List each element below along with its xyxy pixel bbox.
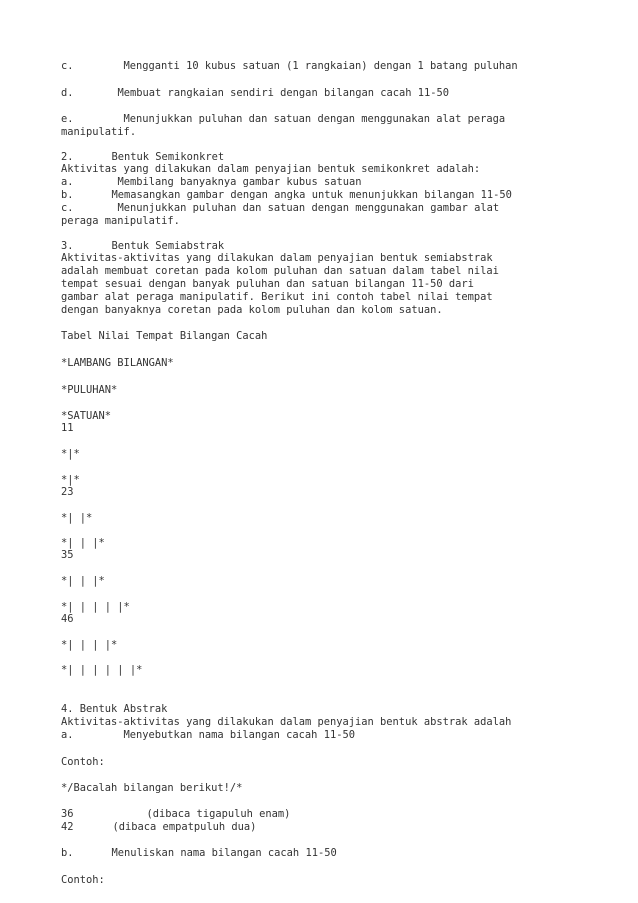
item-e-continued: manipulatif. [61, 126, 137, 138]
example-label: Contoh: [61, 756, 105, 768]
section-2-item-a: a. Membilang banyaknya gambar kubus satuan [61, 176, 362, 188]
table-number: 11 [61, 422, 74, 434]
tally-marks: *| | |* [61, 575, 105, 587]
section-4-item-b: b. Menuliskan nama bilangan cacah 11-50 [61, 847, 337, 859]
table-number: 46 [61, 613, 74, 625]
section-3-paragraph-line: Aktivitas-aktivitas yang dilakukan dalam penyajian bentuk semiabstrak [61, 252, 493, 264]
section-4-intro: Aktivitas-aktivitas yang dilakukan dalam penyajian bentuk abstrak adalah [61, 716, 512, 728]
item-d: d. Membuat rangkaian sendiri dengan bilangan cacah 11-50 [61, 87, 450, 99]
section-2-intro: Aktivitas yang dilakukan dalam penyajian bentuk semikonkret adalah: [61, 163, 481, 175]
section-2-item-c-continued: peraga manipulatif. [61, 215, 180, 227]
tally-marks: *| | | |* [61, 639, 118, 651]
section-3-heading: 3. Bentuk Semiabstrak [61, 240, 225, 252]
section-2-heading: 2. Bentuk Semikonkret [61, 151, 225, 163]
tally-marks: *|* [61, 448, 80, 460]
table-header-satuan: *SATUAN* [61, 410, 112, 422]
example-instruction: */Bacalah bilangan berikut!/* [61, 782, 243, 794]
table-header-lambang: *LAMBANG BILANGAN* [61, 357, 174, 369]
section-2-item-c: c. Menunjukkan puluhan dan satuan dengan menggunakan gambar alat [61, 202, 500, 214]
tally-marks: *| | | | |* [61, 601, 130, 613]
section-3-paragraph-line: tempat sesuai dengan banyak puluhan dan satuan bilangan 11-50 dari [61, 278, 474, 290]
example-number-36: 36 (dibaca tigapuluh enam) [61, 808, 291, 820]
tally-marks: *| | |* [61, 537, 105, 549]
section-3-paragraph-line: dengan banyaknya coretan pada kolom puluhan dan kolom satuan. [61, 304, 443, 316]
section-2-item-b: b. Memasangkan gambar dengan angka untuk menunjukkan bilangan 11-50 [61, 189, 512, 201]
item-c: c. Mengganti 10 kubus satuan (1 rangkaian) dengan 1 batang puluhan [61, 60, 518, 72]
section-3-paragraph-line: adalah membuat coretan pada kolom puluhan dan satuan dalam tabel nilai [61, 265, 499, 277]
tally-marks: *|* [61, 474, 80, 486]
section-4-heading: 4. Bentuk Abstrak [61, 703, 168, 715]
tally-marks: *| |* [61, 512, 93, 524]
section-4-item-a: a. Menyebutkan nama bilangan cacah 11-50 [61, 729, 355, 741]
item-e: e. Menunjukkan puluhan dan satuan dengan menggunakan alat peraga [61, 113, 506, 125]
example-number-42: 42 (dibaca empatpuluh dua) [61, 821, 257, 833]
table-number: 35 [61, 549, 74, 561]
tally-marks: *| | | | | |* [61, 664, 143, 676]
table-number: 23 [61, 486, 74, 498]
table-header-puluhan: *PULUHAN* [61, 384, 118, 396]
example-label: Contoh: [61, 874, 105, 886]
table-title: Tabel Nilai Tempat Bilangan Cacah [61, 330, 268, 342]
section-3-paragraph-line: gambar alat peraga manipulatif. Berikut ini contoh tabel nilai tempat [61, 291, 493, 303]
